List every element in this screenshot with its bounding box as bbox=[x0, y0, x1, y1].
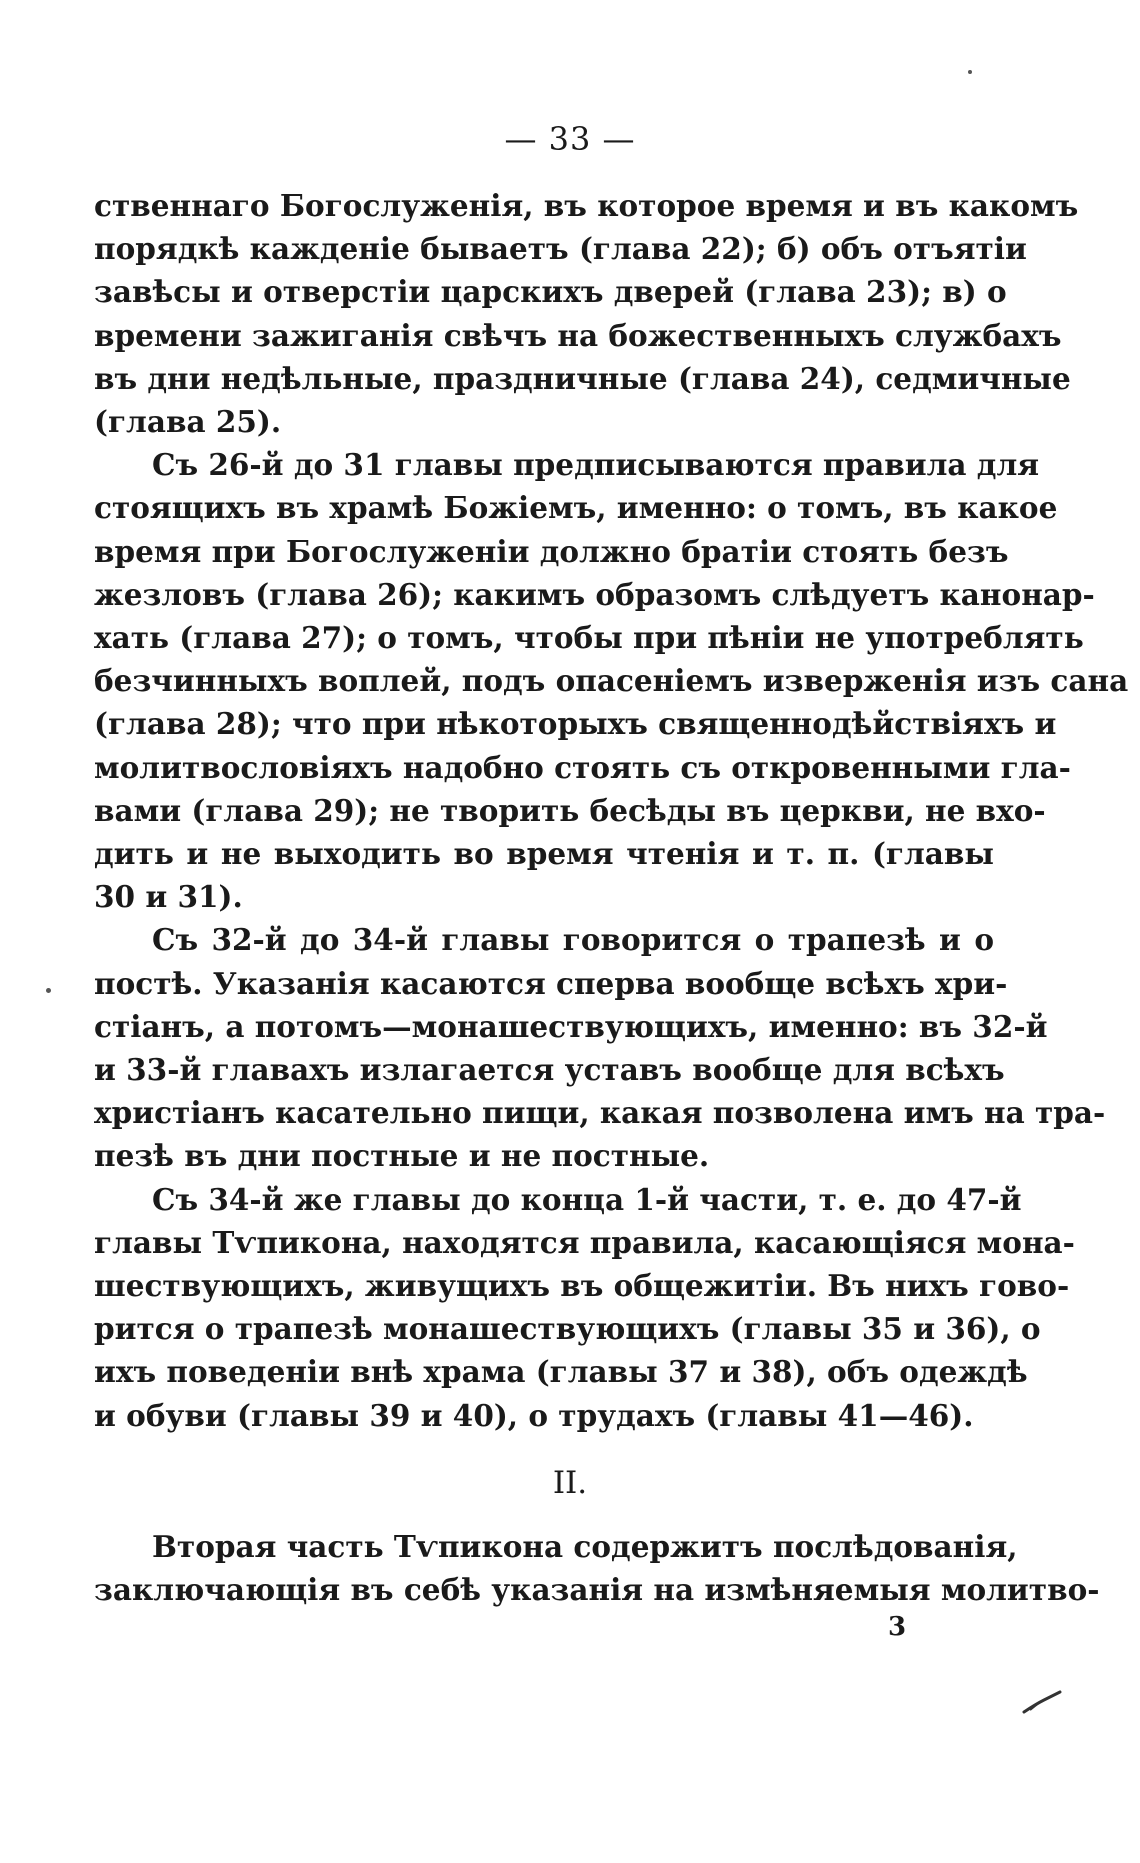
text-line: и 33-й главахъ излагается уставъ вообще для всѣхъ bbox=[94, 1052, 1005, 1088]
text-line: хать (глава 27); о томъ, чтобы при пѣніи не употреблять bbox=[94, 620, 1084, 656]
text-line: въ дни недѣльные, праздничные (глава 24), седмичные bbox=[94, 360, 1071, 396]
paragraph-3 bbox=[94, 918, 1106, 1177]
text-line: стоящихъ въ храмѣ Божіемъ, именно: о томъ, въ какое bbox=[94, 490, 1058, 526]
text-line: дить и не выходить во время чтенія и т. п. (главы bbox=[94, 836, 994, 872]
text-line: христіанъ касательно пищи, какая позволена имъ на тра- bbox=[94, 1095, 1106, 1131]
text-line: вами (глава 29); не творить бесѣды въ церкви, не вхо- bbox=[94, 792, 1046, 828]
scan-speck bbox=[46, 988, 51, 993]
paragraph-1 bbox=[94, 184, 1079, 443]
text-line: 30 и 31). bbox=[94, 879, 243, 915]
text-line: времени зажиганія свѣчъ на божественныхъ службахъ bbox=[94, 317, 1062, 353]
text-line: пезѣ въ дни постные и не постные. bbox=[94, 1138, 710, 1174]
text-line: Съ 32-й до 34-й главы говорится о трапезѣ и о bbox=[152, 922, 994, 958]
text-line: (глава 28); что при нѣкоторыхъ священнодѣйствіяхъ и bbox=[94, 706, 1057, 742]
text-line: стіанъ, а потомъ—монашествующихъ, именно: въ 32-й bbox=[94, 1008, 1048, 1044]
text-line: безчинныхъ воплей, подъ опасеніемъ изверженія изъ сана bbox=[94, 663, 1129, 699]
page-number-header: — 33 — bbox=[504, 120, 636, 158]
text-line: ихъ поведеніи внѣ храма (главы 37 и 38), объ одеждѣ bbox=[94, 1354, 1028, 1390]
scan-speck bbox=[968, 70, 972, 74]
text-line: жезловъ (глава 26); какимъ образомъ слѣдуетъ канонар- bbox=[94, 576, 1095, 612]
section-heading: II. bbox=[552, 1465, 588, 1501]
main-text bbox=[94, 184, 1129, 1437]
text-line: время при Богослуженіи должно братіи стоять безъ bbox=[94, 533, 1009, 569]
text-line: ственнаго Богослуженія, въ которое время и въ какомъ bbox=[94, 188, 1079, 223]
pen-mark-icon bbox=[1022, 1690, 1062, 1714]
text-line: порядкѣ кажденіе бываетъ (глава 22); б) объ отъятіи bbox=[94, 231, 1027, 267]
text-line: и обуви (главы 39 и 40), о трудахъ (главы 41—46). bbox=[94, 1397, 974, 1433]
text-line: (глава 25). bbox=[94, 404, 282, 440]
text-line: Съ 26-й до 31 главы предписываются правила для bbox=[152, 447, 1040, 483]
text-line: Съ 34-й же главы до конца 1-й части, т. е. до 47-й bbox=[152, 1181, 1022, 1217]
paragraph-2 bbox=[94, 443, 1129, 918]
text-line: заключающія въ себѣ указанія на измѣняемыя молитво- bbox=[94, 1572, 1100, 1608]
text-line: завѣсы и отверстіи царскихъ дверей (глава 23); в) о bbox=[94, 274, 1007, 310]
printer-signature-mark: 3 bbox=[888, 1612, 907, 1642]
section-2-text bbox=[94, 1525, 1100, 1611]
paragraph-4 bbox=[94, 1178, 1075, 1437]
text-line: главы Тѵпикона, находятся правила, касающіяся мона- bbox=[94, 1224, 1075, 1260]
text-line: Вторая часть Тѵпикона содержитъ послѣдованія, bbox=[152, 1529, 1018, 1564]
text-line: рится о трапезѣ монашествующихъ (главы 35 и 36), о bbox=[94, 1311, 1041, 1347]
text-line: молитвословіяхъ надобно стоять съ откровенными гла- bbox=[94, 749, 1071, 785]
text-line: шествующихъ, живущихъ въ общежитіи. Въ нихъ гово- bbox=[94, 1268, 1070, 1304]
text-line: постѣ. Указанія касаются сперва вообще всѣхъ хри- bbox=[94, 965, 1008, 1001]
